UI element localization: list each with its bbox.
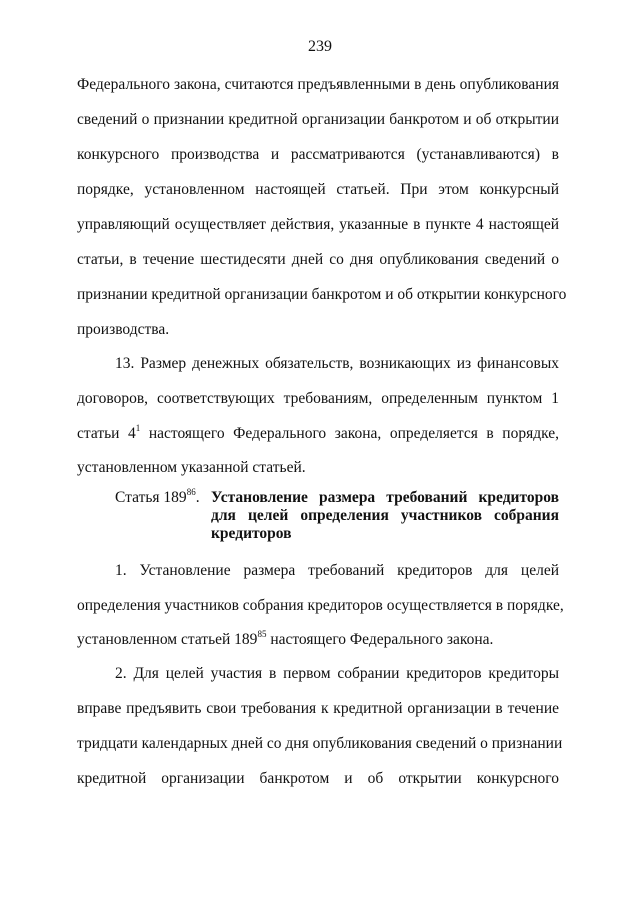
text-line: определения участников собрания кредиторов осуществляется в порядке, (77, 597, 564, 614)
text-line: управляющий осуществляет действия, указанные в пункте 4 настоящей (77, 216, 559, 233)
text-line (77, 630, 559, 650)
superscript: 1 (135, 423, 141, 433)
text-line: 13. Размер денежных обязательств, возникающих из финансовых (115, 355, 559, 372)
article-label-suffix: . (195, 489, 200, 506)
text-line: конкурсного производства и рассматриваются (устанавливаются) в (77, 146, 559, 163)
text-line: установленном указанной статьей. (77, 459, 306, 476)
text-line (77, 424, 559, 444)
superscript: 86 (186, 487, 196, 497)
text-line: Федерального закона, считаются предъявленными в день опубликования (77, 76, 559, 93)
text-fragment: установленном статьей 189 (77, 631, 258, 648)
text-line: договоров, соответствующих требованиям, определенным пунктом 1 (77, 390, 559, 407)
article-title-line: для целей определения участников собрания (211, 507, 559, 524)
article-label-prefix: Статья 189 (115, 489, 187, 506)
text-fragment: настоящего Федерального закона, определяется в порядке, (140, 425, 559, 442)
article-label (115, 488, 200, 508)
text-line: признании кредитной организации банкротом и об открытии конкурсного (77, 286, 567, 303)
text-line: тридцати календарных дней со дня опубликования сведений о признании (77, 735, 563, 752)
text-line: порядке, установленном настоящей статьей. При этом конкурсный (77, 181, 559, 198)
article-title-line: кредиторов (211, 525, 292, 542)
text-line: производства. (77, 321, 170, 338)
text-fragment: настоящего Федерального закона. (266, 631, 494, 648)
text-line: вправе предъявить свои требования к кредитной организации в течение (77, 700, 559, 717)
page-number: 239 (308, 38, 332, 55)
superscript: 85 (257, 629, 267, 639)
text-fragment: статьи 4 (77, 425, 136, 442)
text-line: кредитной организации банкротом и об открытии конкурсного (77, 770, 559, 787)
text-line: сведений о признании кредитной организации банкротом и об открытии (77, 111, 559, 128)
text-line: 2. Для целей участия в первом собрании кредиторов кредиторы (115, 665, 559, 682)
text-line: 1. Установление размера требований кредиторов для целей (115, 562, 559, 579)
article-title-line: Установление размера требований кредиторов (211, 489, 559, 506)
text-line: статьи, в течение шестидесяти дней со дня опубликования сведений о (77, 251, 559, 268)
